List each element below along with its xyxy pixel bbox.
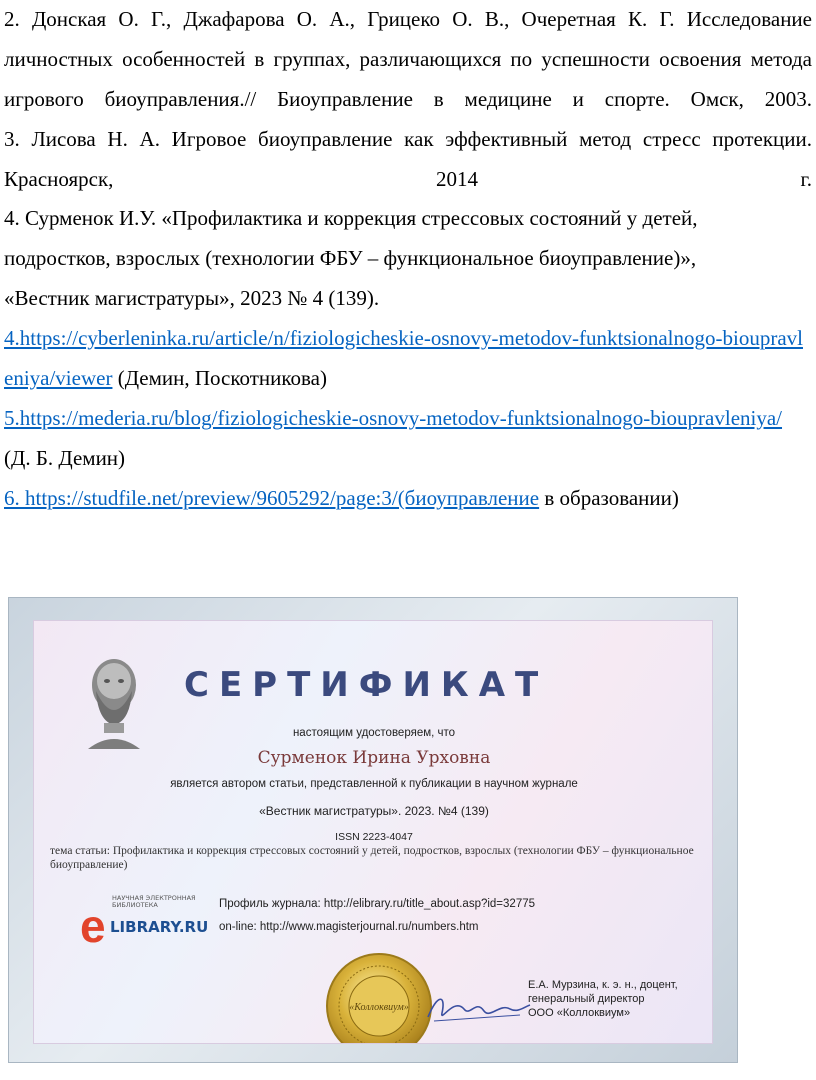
certificate-online-link: on-line: http://www.magisterjournal.ru/numbers.htm — [219, 921, 479, 933]
mederia-link[interactable]: 5.https://mederia.ru/blog/fiziologicheskie-osnovy-metodov-funktsionalnogo-bioupravleniya/ — [4, 405, 783, 430]
reference-2: 2. Донская О. Г., Джафарова О. А., Грицеко О. В., Очеретная К. Г. Исследование личностных особенностей в группах, различающихся по успешности освоения метода игрового биоуправления.// Биоуправление в медицине и спорте. Омск, 2003. — [4, 7, 812, 111]
certificate-title: СЕРТИФИКАТ — [184, 665, 549, 705]
signer-line-3: ООО «Коллоквиум» — [528, 1006, 631, 1019]
certificate-intro: настоящим удостоверяем, что — [292, 727, 456, 739]
reference-link-5-note: (Д. Б. Демин) — [4, 445, 126, 470]
certificate-topic: тема статьи: Профилактика и коррекция стрессовых состояний у детей, подростков, взрослых (технологии ФБУ – функциональное биоуправление) — [50, 845, 694, 871]
references-list — [4, 0, 812, 519]
studfile-link[interactable]: 6. https://studfile.net/preview/9605292/page:3/(биоуправление — [4, 485, 540, 510]
seal-text: «Коллоквиум» — [349, 1002, 409, 1013]
elibrary-e-icon: e — [80, 900, 106, 952]
reference-link-5 — [4, 399, 812, 479]
certificate-journal: «Вестник магистратуры». 2023. №4 (139) — [259, 804, 489, 818]
certificate-signer — [528, 979, 678, 1020]
reference-link-4 — [4, 319, 812, 399]
elibrary-caption-2: БИБЛИОТЕКА — [112, 901, 158, 910]
signer-line-2: генеральный директор — [528, 992, 645, 1005]
elibrary-wordmark: LIBRARY.RU — [110, 918, 209, 936]
reference-link-6-note: в образовании) — [539, 485, 679, 510]
gold-seal-icon — [324, 951, 434, 1044]
reference-link-4-note: (Демин, Поскотникова) — [112, 366, 327, 391]
reference-4-line-2: подростков, взрослых (технологии ФБУ – функциональное биоуправление)», — [4, 246, 697, 271]
cyberleninka-link[interactable]: 4.https://cyberleninka.ru/article/n/fiziologicheskie-osnovy-metodov-funktsionalnogo-bioupravleniya/viewer — [4, 326, 803, 391]
certificate-journal-profile: Профиль журнала: http://elibrary.ru/title_about.asp?id=32775 — [219, 898, 536, 910]
certificate — [33, 620, 713, 1044]
reference-3: 3. Лисова Н. А. Игровое биоуправление как эффективный метод стресс протекции. Красноярск, 2014 г. — [4, 126, 812, 191]
signature-icon — [424, 987, 534, 1027]
reference-4 — [4, 199, 812, 319]
signer-line-1: Е.А. Мурзина, к. э. н., доцент, — [528, 979, 678, 991]
reference-4-line-1: 4. Сурменок И.У. «Профилактика и коррекция стрессовых состояний у детей, — [4, 206, 698, 231]
certificate-author-name: Сурменок Ирина Урховна — [257, 748, 491, 768]
reference-link-6 — [4, 479, 812, 519]
elibrary-caption-1: НАУЧНАЯ ЭЛЕКТРОННАЯ — [112, 894, 196, 902]
certificate-statement: является автором статьи, представленной к публикации в научном журнале — [170, 778, 578, 790]
certificate-frame — [8, 597, 738, 1063]
certificate-issn: ISSN 2223-4047 — [335, 831, 413, 843]
elibrary-logo — [80, 893, 210, 952]
reference-4-line-3: «Вестник магистратуры», 2023 № 4 (139). — [4, 286, 380, 311]
